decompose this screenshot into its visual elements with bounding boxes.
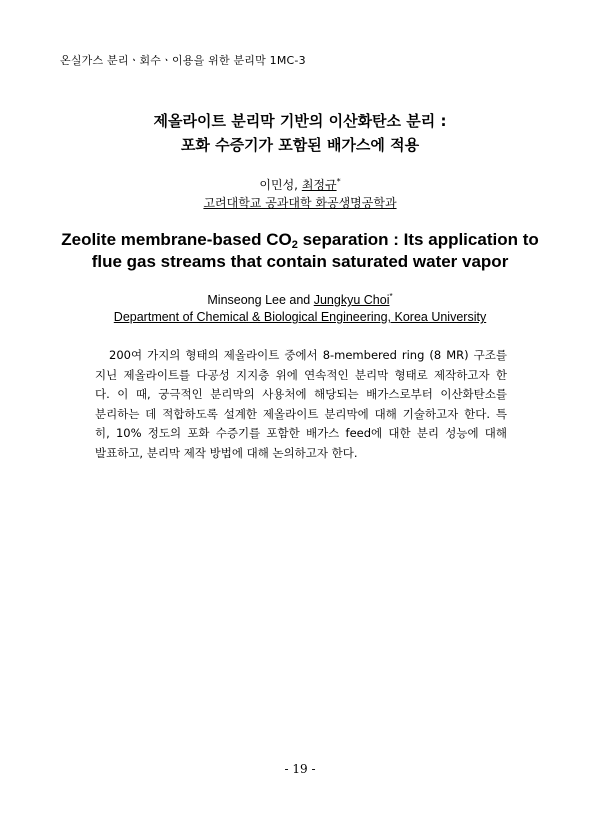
page-number: - 19 - <box>284 762 316 776</box>
korean-authors <box>0 176 600 193</box>
corresponding-author-mark: * <box>336 177 341 186</box>
english-author-1: Minseong Lee and <box>207 293 311 308</box>
english-title-line-2: flue gas streams that contain saturated water vapor <box>91 252 509 271</box>
english-affiliation: Department of Chemical & Biological Engineering, Korea University <box>113 310 487 324</box>
abstract-line: 발표하고, 분리막 제작 방법에 대해 논의하고자 한다. <box>95 445 358 460</box>
english-corresponding-mark: * <box>389 292 393 301</box>
english-title-line-1-post: separation : Its application to <box>297 230 539 249</box>
abstract-line: 다. 이 때, 궁극적인 분리막의 사용처에 해당되는 배가스로부터 이산화탄소를 <box>95 387 507 401</box>
english-title-line-1 <box>0 230 600 251</box>
abstract-body <box>95 346 507 463</box>
korean-author-2: 최정규 <box>301 178 337 192</box>
korean-title-line-1: 제올라이트 분리막 기반의 이산화탄소 분리 : <box>153 112 447 130</box>
english-authors <box>0 292 600 307</box>
running-header: 온실가스 분리ㆍ회수ㆍ이용을 위한 분리막 1MC-3 <box>60 54 306 67</box>
abstract-line: 200여 가지의 형태의 제올라이트 중에서 8-membered ring (8 MR) 구조를 <box>109 348 507 362</box>
korean-affiliation: 고려대학교 공과대학 화공생명공학과 <box>203 196 397 210</box>
english-author-2: Jungkyu Choi <box>313 293 390 308</box>
english-title-subscript: 2 <box>291 239 298 251</box>
korean-author-1: 이민성, <box>259 178 298 192</box>
abstract-line: 지닌 제올라이트를 다공성 지지층 위에 연속적인 분리막 형태로 제작하고자 한 <box>95 367 507 382</box>
english-title-line-1-pre: Zeolite membrane-based CO <box>61 230 292 249</box>
abstract-line: 분리하는 데 적합하도록 설계한 제올라이트 분리막에 대해 기술하고자 한다. 특 <box>95 406 507 421</box>
abstract-line: 히, 10% 정도의 포화 수증기를 포함한 배가스 feed에 대한 분리 성능에 대해 <box>95 426 507 440</box>
korean-title-line-2: 포화 수증기가 포함된 배가스에 적용 <box>180 136 420 154</box>
